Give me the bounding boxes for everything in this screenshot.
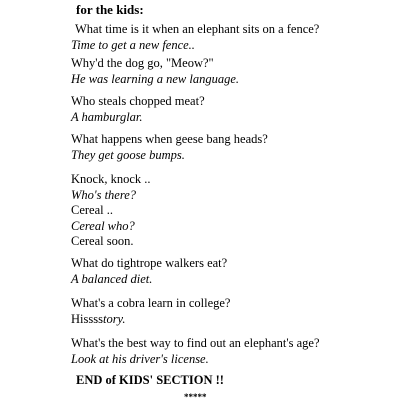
joke-answer: Look at his driver's license.	[71, 351, 209, 366]
joke-answer-italic: tory.	[102, 311, 126, 326]
joke-8	[71, 336, 396, 367]
joke-question: What do tightrope walkers eat?	[71, 256, 228, 270]
joke-question: What's a cobra learn in college?	[71, 296, 231, 310]
joke-answer-plain: Hissss	[71, 311, 103, 326]
knock-line: Who's there?	[71, 187, 137, 202]
section-divider-stars: *****	[184, 392, 207, 402]
joke-answer	[71, 312, 396, 328]
joke-question: Why'd the dog go, "Meow?"	[71, 56, 214, 70]
end-of-section-heading: END of KIDS' SECTION !!	[76, 373, 224, 387]
joke-6	[71, 256, 396, 287]
knock-line: Cereal soon.	[71, 234, 134, 248]
section-heading: for the kids:	[76, 2, 144, 17]
joke-answer: A hamburglar.	[71, 109, 143, 124]
joke-3	[71, 94, 396, 125]
knock-line: Knock, knock ..	[71, 172, 151, 186]
joke-answer: They get goose bumps.	[71, 147, 185, 162]
joke-question: What happens when geese bang heads?	[71, 132, 268, 146]
joke-answer: Time to get a new fence..	[71, 37, 195, 52]
joke-7	[71, 296, 396, 327]
knock-line: Cereal who?	[71, 218, 135, 233]
joke-1	[71, 22, 396, 53]
joke-2	[71, 56, 396, 87]
joke-knock-knock	[71, 172, 396, 250]
joke-answer: A balanced diet.	[71, 271, 153, 286]
joke-question: Who steals chopped meat?	[71, 94, 205, 108]
joke-question: What's the best way to find out an elephant's age?	[71, 336, 320, 350]
joke-answer: He was learning a new language.	[71, 71, 240, 86]
joke-question: What time is it when an elephant sits on a fence?	[75, 22, 320, 36]
knock-line: Cereal ..	[71, 203, 113, 217]
joke-4	[71, 132, 396, 163]
